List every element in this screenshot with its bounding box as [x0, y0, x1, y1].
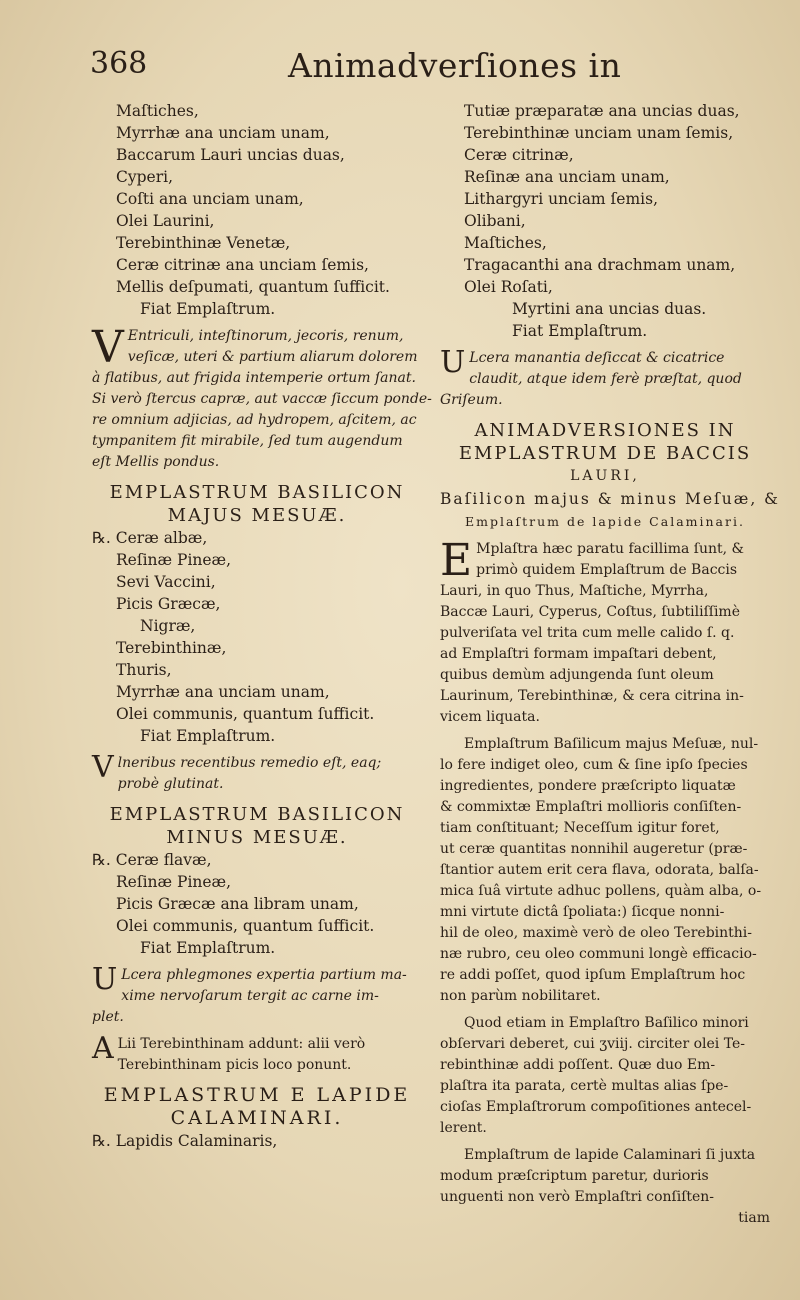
heading-subline: Baſilicon majus & minus Meſuæ, & — [440, 490, 780, 508]
list-item: Sevi Vaccini, — [116, 573, 216, 591]
heading-line: MAJUS MESUÆ. — [167, 505, 347, 526]
list-item: Myrrhæ ana unciam unam, — [116, 683, 330, 701]
section-heading — [92, 1084, 422, 1130]
text-line: plaſtra ita parata, certè multas alias ſpe- — [440, 1078, 729, 1094]
text-line: vicem liquata. — [440, 709, 540, 725]
list-item: ℞. Lapidis Calaminaris, — [92, 1132, 278, 1150]
list-item: ℞. Ceræ albæ, — [92, 529, 208, 547]
fiat-line: Fiat Emplaſtrum. — [140, 300, 276, 318]
recipe-list-3 — [92, 849, 422, 959]
list-item: Reſinæ ana unciam unam, — [464, 168, 670, 186]
page-header — [90, 46, 730, 96]
drop-cap: U — [440, 345, 466, 380]
list-item: Olibani, — [464, 212, 526, 230]
recipe-list-2 — [92, 527, 422, 747]
drop-cap: V — [92, 750, 114, 785]
text-line: Entriculi, inteſtinorum, jecoris, renum, — [127, 328, 404, 344]
text-line: Lauri, in quo Thus, Maſtiche, Myrrha, — [440, 583, 709, 599]
list-item: Olei Roſati, — [464, 278, 553, 296]
text-line: ad Emplaſtri formam impaſtari debent, — [440, 646, 717, 662]
drop-cap: E — [440, 535, 473, 586]
heading-line: ANIMADVERSIONES IN — [474, 420, 736, 441]
text-line: Lcera phlegmones expertia partium ma- — [121, 967, 407, 983]
text-line: ſtantior autem erit cera flava, odorata, balſa- — [440, 862, 759, 878]
list-item: Picis Græcæ ana libram unam, — [116, 895, 359, 913]
text-line: probè glutinat. — [117, 776, 224, 792]
text-line: Griſeum. — [440, 392, 503, 408]
text-line: hil de oleo, maximè verò de oleo Terebinthi- — [440, 925, 752, 941]
list-item: Olei communis, quantum ſufficit. — [116, 705, 375, 723]
running-title: Animadverſiones in — [288, 46, 622, 85]
text-line: Emplaſtrum de lapide Calaminari ſi juxta — [464, 1147, 756, 1163]
text-line: non parùm nobilitaret. — [440, 988, 601, 1004]
text-line: eſt Mellis pondus. — [92, 454, 220, 470]
paragraph-5 — [440, 345, 770, 411]
text-line: Emplaſtrum Baſilicum majus Meſuæ, nul- — [464, 736, 759, 752]
text-line: à flatibus, aut frigida intemperie ortum ſanat. — [92, 370, 416, 386]
text-line: tiam conſtituant; Neceſſum igitur foret, — [440, 820, 720, 836]
text-line: Mplaſtra hæc paratu facillima ſunt, & — [476, 541, 745, 557]
text-line: primò quidem Emplaſtrum de Baccis — [476, 562, 738, 578]
text-line: veſicæ, uteri & partium aliarum dolorem — [127, 349, 418, 365]
list-item: Lithargyri unciam ſemis, — [464, 190, 658, 208]
text-line: modum præſcriptum paretur, durioris — [440, 1168, 709, 1184]
list-item: Terebinthinæ unciam unam ſemis, — [464, 124, 734, 142]
list-item: Reſinæ Pineæ, — [116, 873, 232, 891]
text-line: Laurinum, Terebinthinæ, & cera citrina in- — [440, 688, 744, 704]
left-column — [92, 100, 432, 1152]
list-item: Reſinæ Pineæ, — [116, 551, 232, 569]
list-item: Tutiæ præparatæ ana uncias duas, — [464, 102, 740, 120]
paragraph-9 — [440, 1145, 770, 1229]
text-line: cioſas Emplaſtrorum compoſitiones antecel- — [440, 1099, 752, 1115]
fiat-line: Fiat Emplaſtrum. — [140, 727, 276, 745]
text-line: & commixtæ Emplaſtri mollioris conſiſten- — [440, 799, 742, 815]
heading-subline: Emplaſtrum de lapide Calaminari. — [465, 514, 745, 529]
drop-cap: A — [92, 1031, 114, 1066]
text-line: Si verò ſtercus capræ, aut vaccæ ſiccum ponde- — [92, 391, 432, 407]
paragraph-6 — [440, 535, 770, 728]
paragraph-2 — [92, 750, 422, 795]
text-line: Lcera manantia deſiccat & cicatrice — [469, 350, 725, 366]
text-line: mni virtute dictâ ſpoliata:) ſicque nonni- — [440, 904, 725, 920]
list-item: Picis Græcæ, — [116, 595, 221, 613]
list-item: Myrtini ana uncias duas. — [512, 300, 707, 318]
paragraph-7 — [440, 734, 770, 1007]
list-item: Olei communis, quantum ſufficit. — [116, 917, 375, 935]
heading-line: EMPLASTRUM E LAPIDE — [103, 1084, 411, 1106]
text-line: tiam — [738, 1210, 770, 1226]
heading-line: EMPLASTRUM BASILICON — [109, 482, 405, 503]
heading-line: MINUS MESUÆ. — [166, 827, 348, 848]
list-item: Myrrhæ ana unciam unam, — [116, 124, 330, 142]
drop-cap: U — [92, 962, 118, 997]
paragraph-3 — [92, 962, 422, 1028]
list-item: Ceræ citrinæ, — [464, 146, 574, 164]
recipe-list-4 — [92, 1130, 422, 1152]
text-line: plet. — [92, 1009, 124, 1025]
fiat-line: Fiat Emplaſtrum. — [512, 322, 648, 340]
list-item: Coſti ana unciam unam, — [116, 190, 304, 208]
text-line: næ rubro, ceu oleo communi longè efficacio- — [440, 946, 757, 962]
text-line: Lii Terebinthinam addunt: alii verò — [117, 1036, 366, 1052]
list-item: Terebinthinæ, — [116, 639, 227, 657]
heading-line: CALAMINARI. — [170, 1107, 344, 1129]
list-item: Maſtiches, — [116, 102, 199, 120]
text-line: Quod etiam in Emplaſtro Baſilico minori — [464, 1015, 749, 1031]
list-item: ℞. Ceræ flavæ, — [92, 851, 212, 869]
text-line: re addi poſſet, quod ipſum Emplaſtrum hoc — [440, 967, 746, 983]
text-line: tympanitem fit mirabile, ſed tum augendum — [92, 433, 403, 449]
text-line: obſervari deberet, cui ʒviij. circiter olei Te- — [440, 1036, 745, 1052]
text-line: re omnium adjicias, ad hydropem, aſcitem, ac — [92, 412, 417, 428]
list-item: Ceræ citrinæ ana unciam ſemis, — [116, 256, 369, 274]
paragraph-1 — [92, 322, 432, 473]
list-item: Thuris, — [116, 661, 172, 679]
text-line: lneribus recentibus remedio eſt, eaq; — [117, 755, 382, 771]
heading-line: LAURI, — [570, 468, 640, 484]
list-item: Mellis deſpumati, quantum ſufficit. — [116, 278, 390, 296]
heading-line: EMPLASTRUM BASILICON — [109, 804, 405, 825]
section-heading — [440, 419, 780, 533]
recipe-list-1 — [92, 100, 422, 320]
right-column — [440, 100, 780, 1233]
heading-line: EMPLASTRUM DE BACCIS — [458, 443, 752, 464]
text-line: xime nervoſarum tergit ac carne im- — [121, 988, 379, 1004]
list-item: Tragacanthi ana drachmam unam, — [464, 256, 736, 274]
drop-cap: V — [92, 322, 124, 373]
list-item: Terebinthinæ Venetæ, — [116, 234, 291, 252]
text-line: quibus demùm adjungenda ſunt oleum — [440, 667, 714, 683]
text-line: ingredientes, pondere præſcripto liquatæ — [440, 778, 736, 794]
section-heading — [92, 803, 422, 849]
text-line: claudit, atque idem ferè præſtat, quod — [469, 371, 742, 387]
list-item: Maſtiches, — [464, 234, 547, 252]
text-line: unguenti non verò Emplaſtri conſiſten- — [440, 1189, 715, 1205]
text-line: Terebinthinam picis loco ponunt. — [117, 1057, 352, 1073]
text-line: Baccæ Lauri, Cyperus, Coſtus, ſubtiliſſimè — [440, 604, 740, 620]
text-line: rebinthinæ addi poſſent. Quæ duo Em- — [440, 1057, 716, 1073]
text-line: ut ceræ quantitas nonnihil augeretur (præ- — [440, 841, 748, 857]
text-line: pulveriſata vel trita cum melle calido ſ. q. — [440, 625, 735, 641]
list-item: Nigræ, — [140, 617, 196, 635]
list-item: Olei Laurini, — [116, 212, 215, 230]
list-item: Baccarum Lauri uncias duas, — [116, 146, 345, 164]
paragraph-8 — [440, 1013, 770, 1139]
paragraph-4 — [92, 1031, 422, 1076]
page-number: 368 — [90, 46, 148, 81]
fiat-line: Fiat Emplaſtrum. — [140, 939, 276, 957]
list-item: Cyperi, — [116, 168, 174, 186]
text-line: lo fere indiget oleo, cum & ſine ipſo ſpecies — [440, 757, 748, 773]
text-line: mica ſuâ virtute adhuc pollens, quàm alba, o- — [440, 883, 762, 899]
recipe-list-5 — [440, 100, 770, 342]
text-line: lerent. — [440, 1120, 487, 1136]
section-heading — [92, 481, 422, 527]
